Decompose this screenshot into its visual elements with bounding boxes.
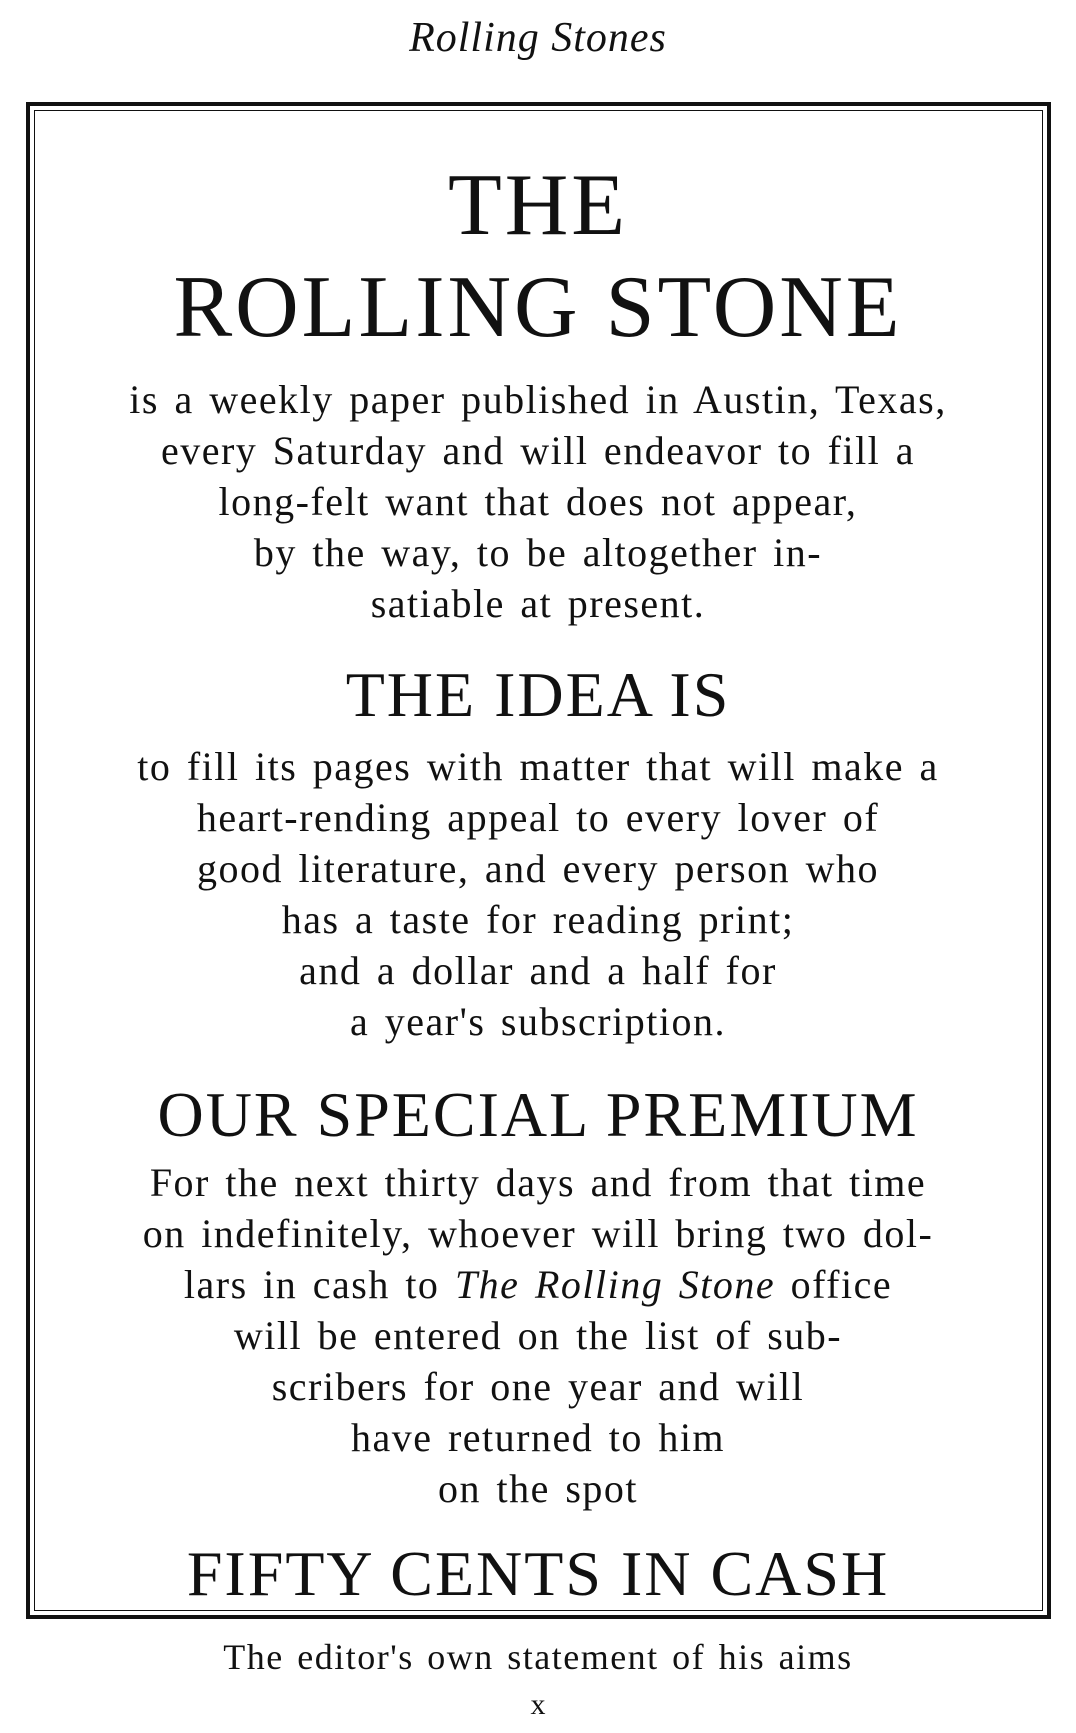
idea-line: to fill its pages with matter that will make a bbox=[137, 744, 939, 789]
idea-line: has a taste for reading print; bbox=[281, 897, 795, 942]
idea-line: a year's subscription. bbox=[350, 999, 726, 1044]
premium-heading: OUR SPECIAL PREMIUM bbox=[157, 1079, 919, 1150]
premium-paragraph bbox=[40, 1157, 1036, 1514]
figure-caption: The editor's own statement of his aims bbox=[223, 1637, 853, 1677]
premium-line: on indefinitely, whoever will bring two dol- bbox=[142, 1211, 934, 1256]
idea-line: good literature, and every person who bbox=[197, 846, 879, 891]
ad-title-line-1: THE bbox=[447, 157, 629, 254]
ad-title-line-2: ROLLING STONE bbox=[173, 259, 903, 356]
premium-line: on the spot bbox=[437, 1466, 639, 1511]
premium-line: will be entered on the list of sub- bbox=[233, 1313, 843, 1358]
intro-line: by the way, to be altogether in- bbox=[253, 530, 823, 575]
intro-paragraph bbox=[40, 374, 1036, 629]
advertisement bbox=[40, 140, 1036, 1609]
premium-line-text: office bbox=[775, 1262, 893, 1307]
intro-line: every Saturday and will endeavor to fill a bbox=[160, 428, 916, 473]
publication-name: The Rolling Stone bbox=[454, 1262, 776, 1307]
page-number: x bbox=[530, 1688, 546, 1721]
idea-paragraph bbox=[40, 741, 1036, 1047]
premium-line: For the next thirty days and from that time bbox=[149, 1160, 927, 1205]
idea-line: and a dollar and a half for bbox=[299, 948, 777, 993]
idea-line: heart-rending appeal to every lover of bbox=[196, 795, 880, 840]
closing-heading: FIFTY CENTS IN CASH bbox=[186, 1538, 890, 1609]
intro-line: is a weekly paper published in Austin, Texas, bbox=[129, 377, 947, 422]
running-head: Rolling Stones bbox=[409, 15, 667, 61]
premium-line: scribers for one year and will bbox=[271, 1364, 805, 1409]
intro-line: satiable at present. bbox=[370, 581, 706, 626]
premium-line: have returned to him bbox=[350, 1415, 726, 1460]
intro-line: long-felt want that does not appear, bbox=[218, 479, 858, 524]
idea-heading: THE IDEA IS bbox=[345, 659, 731, 730]
premium-line bbox=[40, 1259, 1036, 1310]
premium-line-text: lars in cash to bbox=[183, 1262, 455, 1307]
